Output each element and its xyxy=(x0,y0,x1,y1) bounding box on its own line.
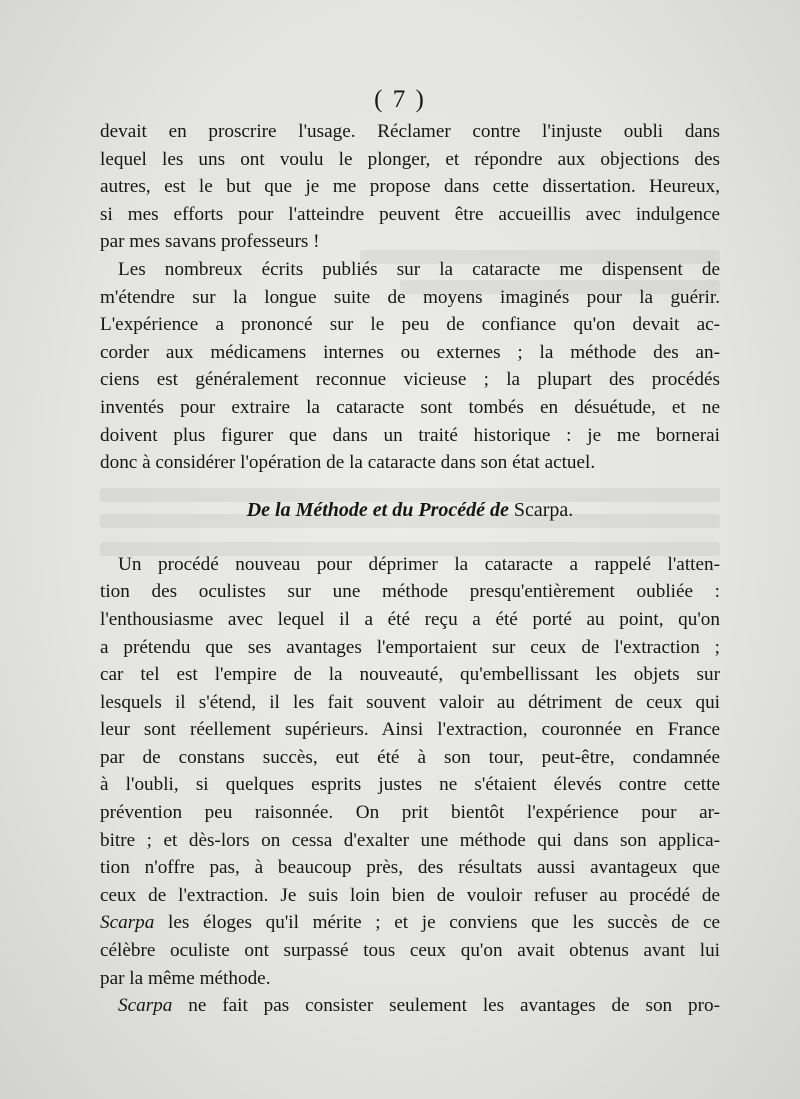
text-line: prévention peu raisonnée. On prit bientôt l'expérience pour ar- xyxy=(100,802,720,824)
section-heading-italic: De la Méthode et du Procédé de xyxy=(246,498,509,521)
text-line: à l'oubli, si quelques esprits justes ne s'étaient élevés contre cette xyxy=(100,774,720,796)
text-line: a prétendu que ses avantages l'emportaient sur ceux de l'extraction ; xyxy=(100,636,720,658)
paragraph-3 xyxy=(100,551,720,993)
text-line: lesquels il s'étend, il les fait souvent valoir au détriment de ceux qui xyxy=(100,691,720,713)
text-fragment: ne fait pas consister seulement les avantages de son pro- xyxy=(172,995,720,1017)
text-line: autres, est le but que je me propose dans cette dissertation. Heureux, xyxy=(100,176,720,198)
section-heading-name: Scarpa. xyxy=(513,498,574,521)
scarpa-name: Scarpa xyxy=(100,912,155,934)
text-line: doivent plus figurer que dans un traité historique : je me bornerai xyxy=(100,424,720,446)
text-line: m'étendre sur la longue suite de moyens imaginés pour la guérir. xyxy=(100,286,720,308)
paragraph-2 xyxy=(100,256,720,477)
paragraph-1 xyxy=(100,118,720,256)
text-line: par mes savans professeurs ! xyxy=(100,231,320,253)
text-line: tion n'offre pas, à beaucoup près, des résultats aussi avantageux que xyxy=(100,857,720,879)
text-line: donc à considérer l'opération de la cataracte dans son état actuel. xyxy=(100,452,596,474)
scarpa-name: Scarpa xyxy=(118,995,173,1017)
section-heading xyxy=(100,483,720,537)
heading-spacer xyxy=(100,537,720,551)
text-line: par la même méthode. xyxy=(100,967,271,989)
text-line: lequel les uns ont voulu le plonger, et répondre aux objections des xyxy=(100,148,720,170)
text-line: bitre ; et dès-lors on cessa d'exalter une méthode qui dans son applica- xyxy=(100,829,720,851)
page-number: ( 7 ) xyxy=(374,86,426,113)
text-line: l'enthousiasme avec lequel il a été reçu a été porté au point, qu'on xyxy=(100,608,720,630)
text-line: corder aux médicamens internes ou externes ; la méthode des an- xyxy=(100,341,720,363)
text-line: Les nombreux écrits publiés sur la cataracte me dispensent de xyxy=(118,258,720,280)
text-line: célèbre oculiste ont surpassé tous ceux qu'on avait obtenus avant lui xyxy=(100,940,720,962)
text-line-scarpa xyxy=(100,992,720,1020)
text-line: si mes efforts pour l'atteindre peuvent être accueillis avec indulgence xyxy=(100,203,720,225)
text-line-scarpa xyxy=(100,909,720,937)
text-line: leur sont réellement supérieurs. Ainsi l'extraction, couronnée en France xyxy=(100,719,720,741)
text-line: ceux de l'extraction. Je suis loin bien de vouloir refuser au procédé de xyxy=(100,884,720,906)
text-fragment: les éloges qu'il mérite ; et je conviens que les succès de ce xyxy=(154,912,720,934)
text-line: L'expérience a prononcé sur le peu de confiance qu'on devait ac- xyxy=(100,314,720,336)
text-line: ciens est généralement reconnue vicieuse ; la plupart des procédés xyxy=(100,369,720,391)
text-line: devait en proscrire l'usage. Réclamer contre l'injuste oubli dans xyxy=(100,121,720,142)
paragraph-4 xyxy=(100,992,720,1020)
text-line: par de constans succès, eut été à son tour, peut-être, condamnée xyxy=(100,746,720,768)
text-line: car tel est l'empire de la nouveauté, qu'embellissant les objets sur xyxy=(100,664,720,686)
body-text xyxy=(100,118,720,1020)
text-line: inventés pour extraire la cataracte sont tombés en désuétude, et ne xyxy=(100,396,720,418)
text-line: tion des oculistes sur une méthode presqu'entièrement oubliée : xyxy=(100,581,720,603)
text-line: Un procédé nouveau pour déprimer la cataracte a rappelé l'atten- xyxy=(118,553,720,575)
